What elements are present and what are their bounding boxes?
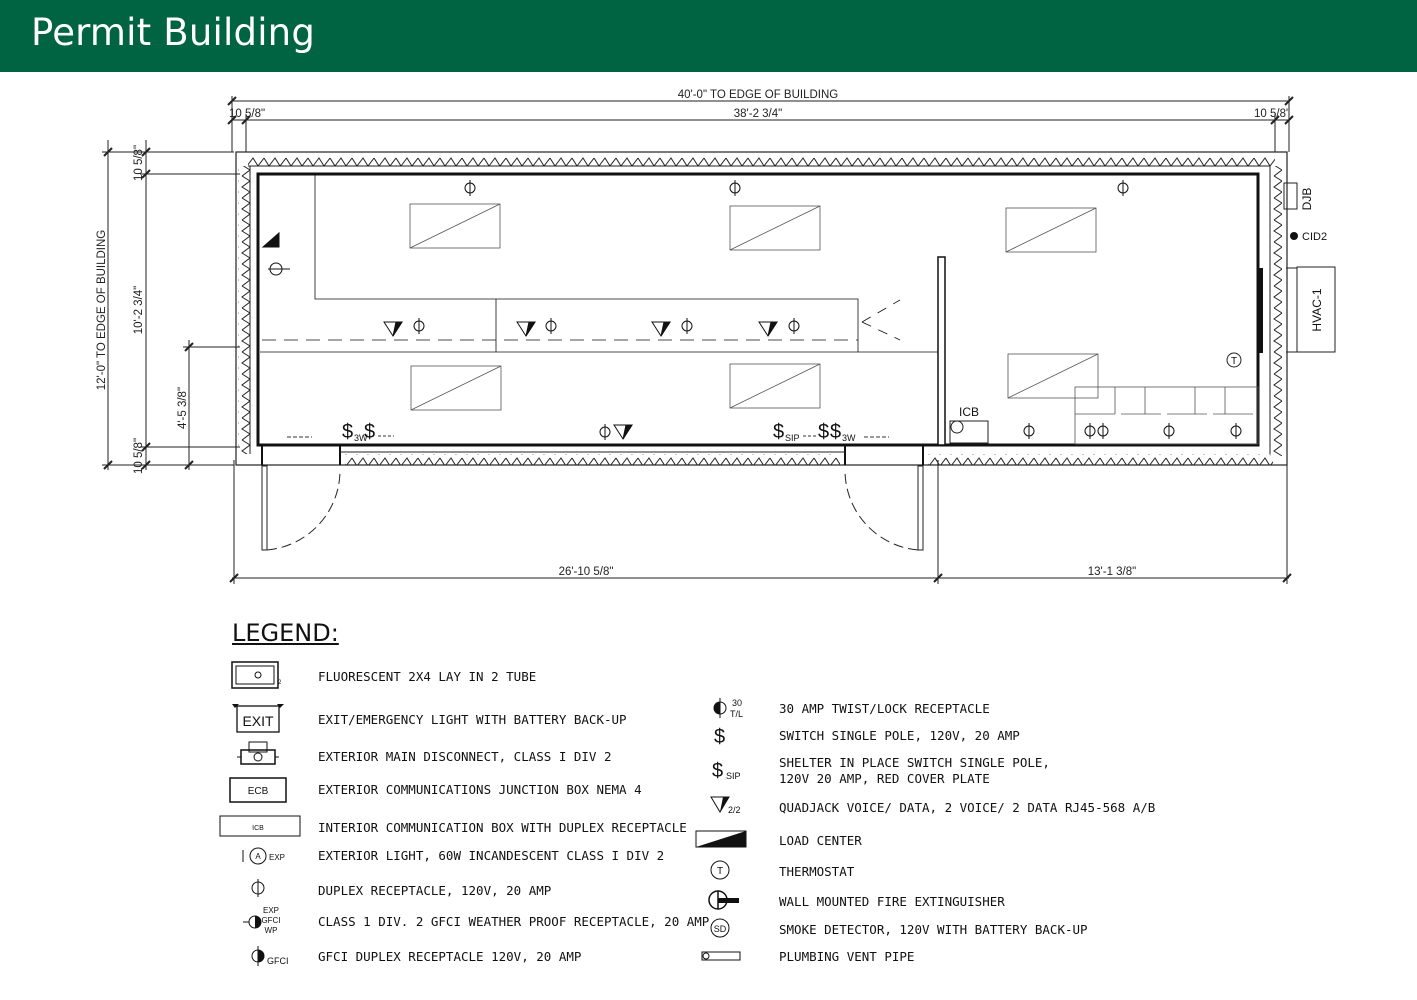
dim-top-wall: 10 5/8" — [133, 144, 145, 182]
svg-text:$: $ — [364, 421, 376, 443]
svg-text:A: A — [255, 852, 261, 861]
svg-text:ICB: ICB — [252, 825, 264, 832]
sip-switch-icon — [712, 760, 741, 782]
vent-pipe-icon — [702, 952, 740, 960]
svg-text:GFCI: GFCI — [267, 956, 289, 966]
twist-lock-receptacle-icon — [714, 698, 743, 719]
top-dimensions — [228, 96, 1293, 152]
legend-title: LEGEND: — [232, 619, 339, 647]
legend-text-ecb: EXTERIOR COMMUNICATIONS JUNCTION BOX NEMA 4 — [318, 782, 642, 797]
dim-right-room: 13'-1 3/8" — [1087, 566, 1137, 578]
cid2-box — [1290, 231, 1327, 243]
dim-door-offset: 4'-5 3/8" — [177, 386, 189, 430]
exit-sign-icon — [232, 704, 284, 732]
legend-text-gfci-wp: CLASS 1 DIV. 2 GFCI WEATHER PROOF RECEPTACLE, 20 AMP — [318, 914, 710, 929]
svg-text:$: $ — [818, 421, 830, 443]
svg-text:SIP: SIP — [726, 771, 741, 781]
svg-text:EXIT: EXIT — [242, 713, 274, 729]
legend-text-gfci: GFCI DUPLEX RECEPTACLE 120V, 20 AMP — [318, 949, 582, 964]
svg-text:EXP: EXP — [262, 906, 280, 915]
svg-text:2/2: 2/2 — [728, 805, 741, 815]
legend-text-fire-extinguisher: WALL MOUNTED FIRE EXTINGUISHER — [779, 894, 1005, 909]
legend-text-vent-pipe: PLUMBING VENT PIPE — [779, 949, 915, 964]
floor-plan — [0, 72, 1417, 602]
hvac-label: HVAC-1 — [1310, 288, 1324, 332]
djb-label: DJB — [1300, 187, 1314, 211]
svg-text:2: 2 — [278, 680, 282, 686]
building-walls — [236, 152, 1287, 465]
legend-text-fluorescent: FLUORESCENT 2X4 LAY IN 2 TUBE — [318, 669, 537, 684]
entry-doors — [262, 466, 923, 550]
partition-wall — [260, 174, 945, 445]
legend-text-duplex: DUPLEX RECEPTACLE, 120V, 20 AMP — [318, 883, 552, 898]
legend-text-quadjack: QUADJACK VOICE/ DATA, 2 VOICE/ 2 DATA RJ45-568 A/B — [779, 800, 1156, 815]
legend-text-exit: EXIT/EMERGENCY LIGHT WITH BATTERY BACK-UP — [318, 712, 627, 727]
exterior-light-icon — [243, 848, 285, 864]
legend-left-symbols — [225, 660, 289, 980]
svg-text:GFCI: GFCI — [261, 916, 281, 925]
receptacles — [268, 180, 1241, 440]
svg-text:EXP: EXP — [269, 853, 286, 862]
thermostat-label: T — [1230, 356, 1238, 367]
legend-text-twist-lock: 30 AMP TWIST/LOCK RECEPTACLE — [779, 701, 990, 716]
dim-interior-width: 38'-2 3/4" — [733, 108, 783, 120]
gfci-receptacle-icon — [252, 946, 289, 966]
svg-text:3W: 3W — [354, 433, 368, 443]
dim-overall-width: 40'-0" TO EDGE OF BUILDING — [677, 89, 839, 101]
fire-extinguisher-icon — [709, 891, 739, 909]
switch-icon: $ — [714, 726, 726, 748]
dim-overall-depth: 12'-0" TO EDGE OF BUILDING — [96, 229, 108, 391]
thermostat-icon — [711, 861, 729, 879]
legend-text-icb: INTERIOR COMMUNICATION BOX WITH DUPLEX RECEPTACLE — [318, 820, 687, 835]
svg-text:$: $ — [830, 421, 842, 443]
svg-text:$: $ — [773, 421, 785, 443]
legend-text-smoke-detector: SMOKE DETECTOR, 120V WITH BATTERY BACK-UP — [779, 922, 1088, 937]
gfci-wp-receptacle-icon — [243, 906, 281, 935]
header-bar — [0, 0, 1417, 72]
duplex-receptacle-icon — [252, 879, 264, 897]
left-dimensions — [102, 140, 240, 470]
dim-interior-depth: 10'-2 3/4" — [133, 285, 145, 335]
quadjack-icon — [711, 797, 741, 815]
svg-text:30: 30 — [732, 698, 743, 708]
legend-text-switch: SWITCH SINGLE POLE, 120V, 20 AMP — [779, 728, 1020, 743]
svg-text:SIP: SIP — [785, 433, 800, 443]
light-fixtures — [410, 204, 1098, 410]
legend-text-main-disconnect: EXTERIOR MAIN DISCONNECT, CLASS I DIV 2 — [318, 749, 612, 764]
main-disconnect-icon — [237, 742, 279, 764]
svg-text:3W: 3W — [842, 433, 856, 443]
fluorescent-fixture-icon — [232, 662, 282, 688]
dim-left-wall: 10 5/8" — [229, 108, 266, 120]
svg-text:SD: SD — [713, 924, 727, 934]
legend-text-thermostat: THERMOSTAT — [779, 864, 855, 879]
load-center-icon — [263, 233, 279, 247]
icb-box-icon — [220, 816, 300, 836]
smoke-detector-icon — [711, 919, 729, 937]
quadjacks — [384, 322, 777, 439]
legend-right-symbols — [690, 695, 760, 975]
dim-bottom-wall: 10 5/8" — [133, 437, 145, 475]
legend-text-sip-line1: SHELTER IN PLACE SWITCH SINGLE POLE, — [779, 755, 1050, 770]
svg-text:ECB: ECB — [247, 786, 269, 797]
icb-label: ICB — [959, 405, 980, 419]
thermostat — [1227, 353, 1241, 367]
svg-text:T/L: T/L — [730, 709, 744, 719]
djb-box — [1284, 183, 1314, 210]
svg-text:$: $ — [342, 421, 354, 443]
svg-text:T: T — [716, 866, 724, 877]
switches — [342, 421, 856, 443]
svg-text:WP: WP — [264, 926, 278, 935]
page-title: Permit Building — [31, 11, 316, 54]
svg-text:$: $ — [712, 760, 724, 782]
load-center-icon — [696, 831, 746, 847]
dim-left-room: 26'-10 5/8" — [558, 566, 614, 578]
legend-text-exterior-light: EXTERIOR LIGHT, 60W INCANDESCENT CLASS I DIV 2 — [318, 848, 665, 863]
cid2-label: CID2 — [1302, 231, 1328, 243]
legend-text-sip-line2: 120V 20 AMP, RED COVER PLATE — [779, 771, 990, 786]
dim-right-wall: 10 5/8" — [1254, 108, 1291, 120]
ecb-box-icon — [230, 778, 286, 802]
icb-box — [950, 405, 988, 443]
legend-text-load-center: LOAD CENTER — [779, 833, 862, 848]
